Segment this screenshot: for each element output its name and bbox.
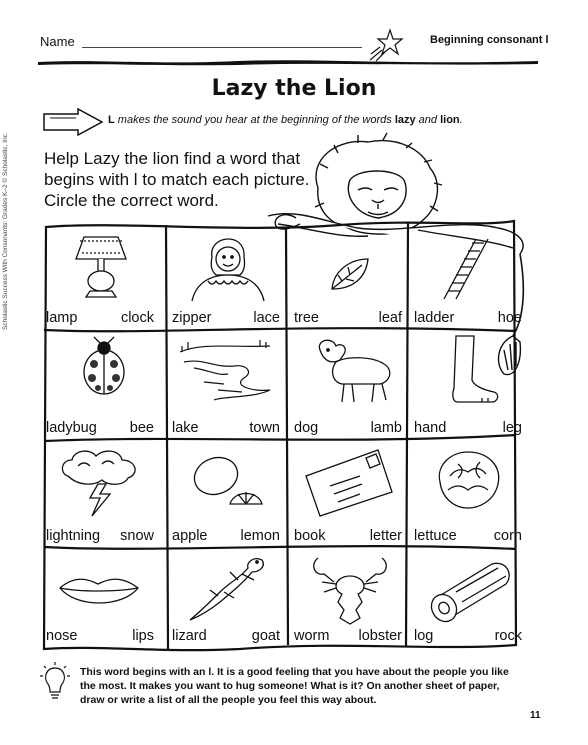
rule-text: L makes the sound you hear at the beginning of the words lazy and lion. <box>108 114 463 126</box>
lake-icon <box>174 338 278 404</box>
word-right[interactable]: lamb <box>370 420 402 436</box>
word-right[interactable]: corn <box>493 528 522 544</box>
lamb-icon <box>302 334 398 404</box>
lightning-cloud-icon <box>58 446 142 518</box>
word-right[interactable]: letter <box>369 528 402 544</box>
word-left[interactable]: apple <box>172 528 208 544</box>
word-right[interactable]: bee <box>129 420 154 436</box>
word-left[interactable]: tree <box>294 310 319 326</box>
leaf-icon <box>328 255 372 295</box>
grid-cell <box>166 440 286 548</box>
name-line[interactable] <box>82 47 362 48</box>
word-left[interactable]: hand <box>414 420 447 436</box>
word-left[interactable]: lettuce <box>414 528 457 544</box>
word-left[interactable]: dog <box>294 420 319 436</box>
grid-cell <box>288 548 408 648</box>
ladybug-icon <box>78 336 130 398</box>
grid-cell <box>408 548 528 648</box>
word-left[interactable]: log <box>414 628 434 644</box>
lightbulb-icon <box>40 662 70 702</box>
grid-cell <box>288 330 408 440</box>
girl-icon <box>186 227 268 303</box>
word-right[interactable]: clock <box>120 310 154 326</box>
grid-cell <box>288 440 408 548</box>
lemon-icon <box>186 446 266 514</box>
name-label: Name <box>40 34 75 49</box>
word-right[interactable]: town <box>249 420 280 436</box>
grid-cell <box>40 548 160 648</box>
word-left[interactable]: lightning <box>46 528 101 544</box>
grid-cell <box>166 330 286 440</box>
topic-label: Beginning consonant l <box>430 34 549 46</box>
word-right[interactable]: rock <box>494 628 522 644</box>
riddle-text: This word begins with an l. It is a good feeling that you have about the people you like the most. It makes you want to hug someone! What is it? On another sheet of paper, draw or write a list of all the people you feel this way about. <box>80 666 509 706</box>
word-left[interactable]: lizard <box>172 628 207 644</box>
lettuce-icon <box>434 446 504 512</box>
word-left[interactable]: nose <box>46 628 78 644</box>
shooting-star-icon <box>368 28 408 62</box>
word-right[interactable]: snow <box>120 528 154 544</box>
word-right[interactable]: leg <box>502 420 522 436</box>
word-right[interactable]: leaf <box>378 310 402 326</box>
word-left[interactable]: book <box>294 528 326 544</box>
lips-icon <box>56 568 142 618</box>
lobster-icon <box>308 552 392 626</box>
leg-icon <box>438 334 502 406</box>
grid-cell <box>288 225 408 330</box>
arrow-icon <box>42 108 104 136</box>
grid-cell <box>40 330 160 440</box>
page-title: Lazy the Lion <box>211 76 377 101</box>
picture-word-grid <box>40 205 520 656</box>
word-right[interactable]: lips <box>132 628 154 644</box>
ladder-icon <box>438 235 498 301</box>
header-divider <box>38 58 538 66</box>
word-left[interactable]: worm <box>294 628 330 644</box>
envelope-icon <box>300 446 396 518</box>
word-left[interactable]: lamp <box>46 310 78 326</box>
lizard-icon <box>180 552 276 624</box>
word-right[interactable]: lobster <box>358 628 402 644</box>
word-left[interactable]: ladder <box>414 310 455 326</box>
log-icon <box>422 558 518 624</box>
grid-cell <box>408 440 528 548</box>
lamp-icon <box>72 231 132 301</box>
grid-cell <box>40 440 160 548</box>
word-left[interactable]: lake <box>172 420 199 436</box>
word-right[interactable]: lace <box>253 310 280 326</box>
word-left[interactable]: ladybug <box>46 420 97 436</box>
grid-cell <box>40 225 160 330</box>
grid-cell <box>408 330 528 440</box>
word-right[interactable]: goat <box>251 628 280 644</box>
side-credit: Scholastic Success With Consonants: Grades K–2 © Scholastic, Inc. <box>2 132 9 330</box>
page-number: 11 <box>530 710 541 721</box>
word-right[interactable]: hoe <box>497 310 522 326</box>
word-right[interactable]: lemon <box>240 528 280 544</box>
instructions: Help Lazy the lion find a word that begins with l to match each picture. Circle the correct word. <box>44 149 310 210</box>
grid-cell <box>166 548 286 648</box>
word-left[interactable]: zipper <box>172 310 212 326</box>
grid-cell <box>166 225 286 330</box>
grid-cell <box>408 225 528 330</box>
